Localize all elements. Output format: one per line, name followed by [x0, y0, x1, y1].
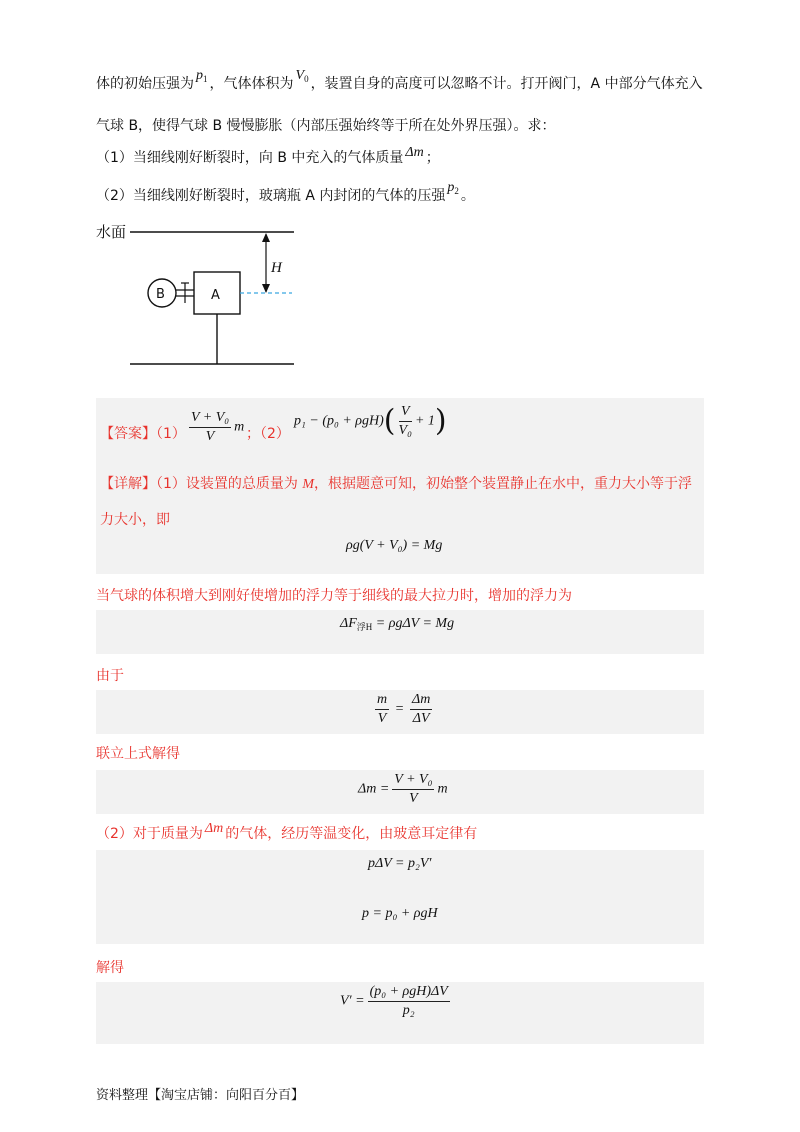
equation-7: V′ = $\frac{\text{(p₀ + ρgH)ΔV}}{\text{p₂}}$ — [340, 984, 448, 1018]
equation-3: $\frac{m}{V}$ = $\frac{\Delta m}{\Delta V}$ — [377, 692, 431, 726]
equation-5: pΔV = p₂V′ — [368, 856, 432, 871]
apparatus-figure — [94, 220, 304, 370]
detail-line-1: 【详解】（1）设装置的总质量为 M，根据题意可知，初始整个装置静止在水中，重力大小等于浮 — [100, 476, 693, 492]
p1-variable: $p_1$ — [196, 68, 208, 84]
detail-line-5: 联立上式解得 — [96, 746, 180, 762]
detail-line-6: （2）对于质量为 Δm 的气体，经历等温变化，由玻意耳定律有 — [96, 821, 478, 842]
water-surface-label: 水面 — [96, 223, 127, 241]
equation-4: Δm = $\frac{\text{V + V₀}}{V}$ m — [358, 772, 448, 806]
height-arrow-top — [262, 233, 270, 242]
delta-m-variable: Δm — [405, 145, 424, 160]
height-label: H — [271, 260, 282, 276]
answer-separator: ；（2） — [246, 426, 290, 442]
text: ，装置自身的高度可以忽略不计。打开阀门，A 中部分气体充入 — [310, 76, 703, 92]
v0-variable: $V_0$ — [295, 68, 309, 84]
equation-1: ρg(V + V₀) = Mg — [346, 538, 443, 553]
balloon-b-label: B — [156, 287, 165, 302]
bottle-a-label: A — [211, 288, 220, 303]
footer-text: 资料整理【淘宝店铺：向阳百分百】 — [96, 1088, 305, 1103]
answer-part-1: $\frac{\text{V + V₀}}{V}$ m — [191, 410, 245, 444]
detail-line-7: 解得 — [96, 960, 124, 976]
question-1: （1）当细线刚好断裂时，向 B 中充入的气体质量 Δm ； — [96, 145, 440, 166]
answer-label: 【答案】（1） — [100, 426, 186, 442]
detail-line-4: 由于 — [96, 668, 124, 684]
answer-part-2: p₁ − (p₀ + ρgH)( $\frac{V}{\text{V₀}}$ + 1) — [294, 403, 447, 439]
problem-line-2: 气球 B，使得气球 B 慢慢膨胀（内部压强始终等于所在处外界压强）。求： — [96, 118, 556, 134]
detail-line-3: 当气球的体积增大到刚好使增加的浮力等于细线的最大拉力时，增加的浮力为 — [96, 588, 572, 604]
height-arrow-bottom — [262, 284, 270, 293]
p2-variable: $p_2$ — [447, 180, 459, 196]
equation-6: p = p₀ + ρgH — [362, 906, 438, 921]
question-2: （2）当细线刚好断裂时，玻璃瓶 A 内封闭的气体的压强$p_2$ 。 — [96, 180, 475, 204]
detail-line-2: 力大小，即 — [100, 512, 170, 528]
text: ，气体体积为 — [209, 76, 294, 92]
text: 体的初始压强为 — [96, 76, 194, 92]
problem-line-1 — [96, 68, 703, 98]
equation-2: $\Delta F_{浮H} = \rho g\Delta V = Mg$ — [340, 616, 455, 632]
